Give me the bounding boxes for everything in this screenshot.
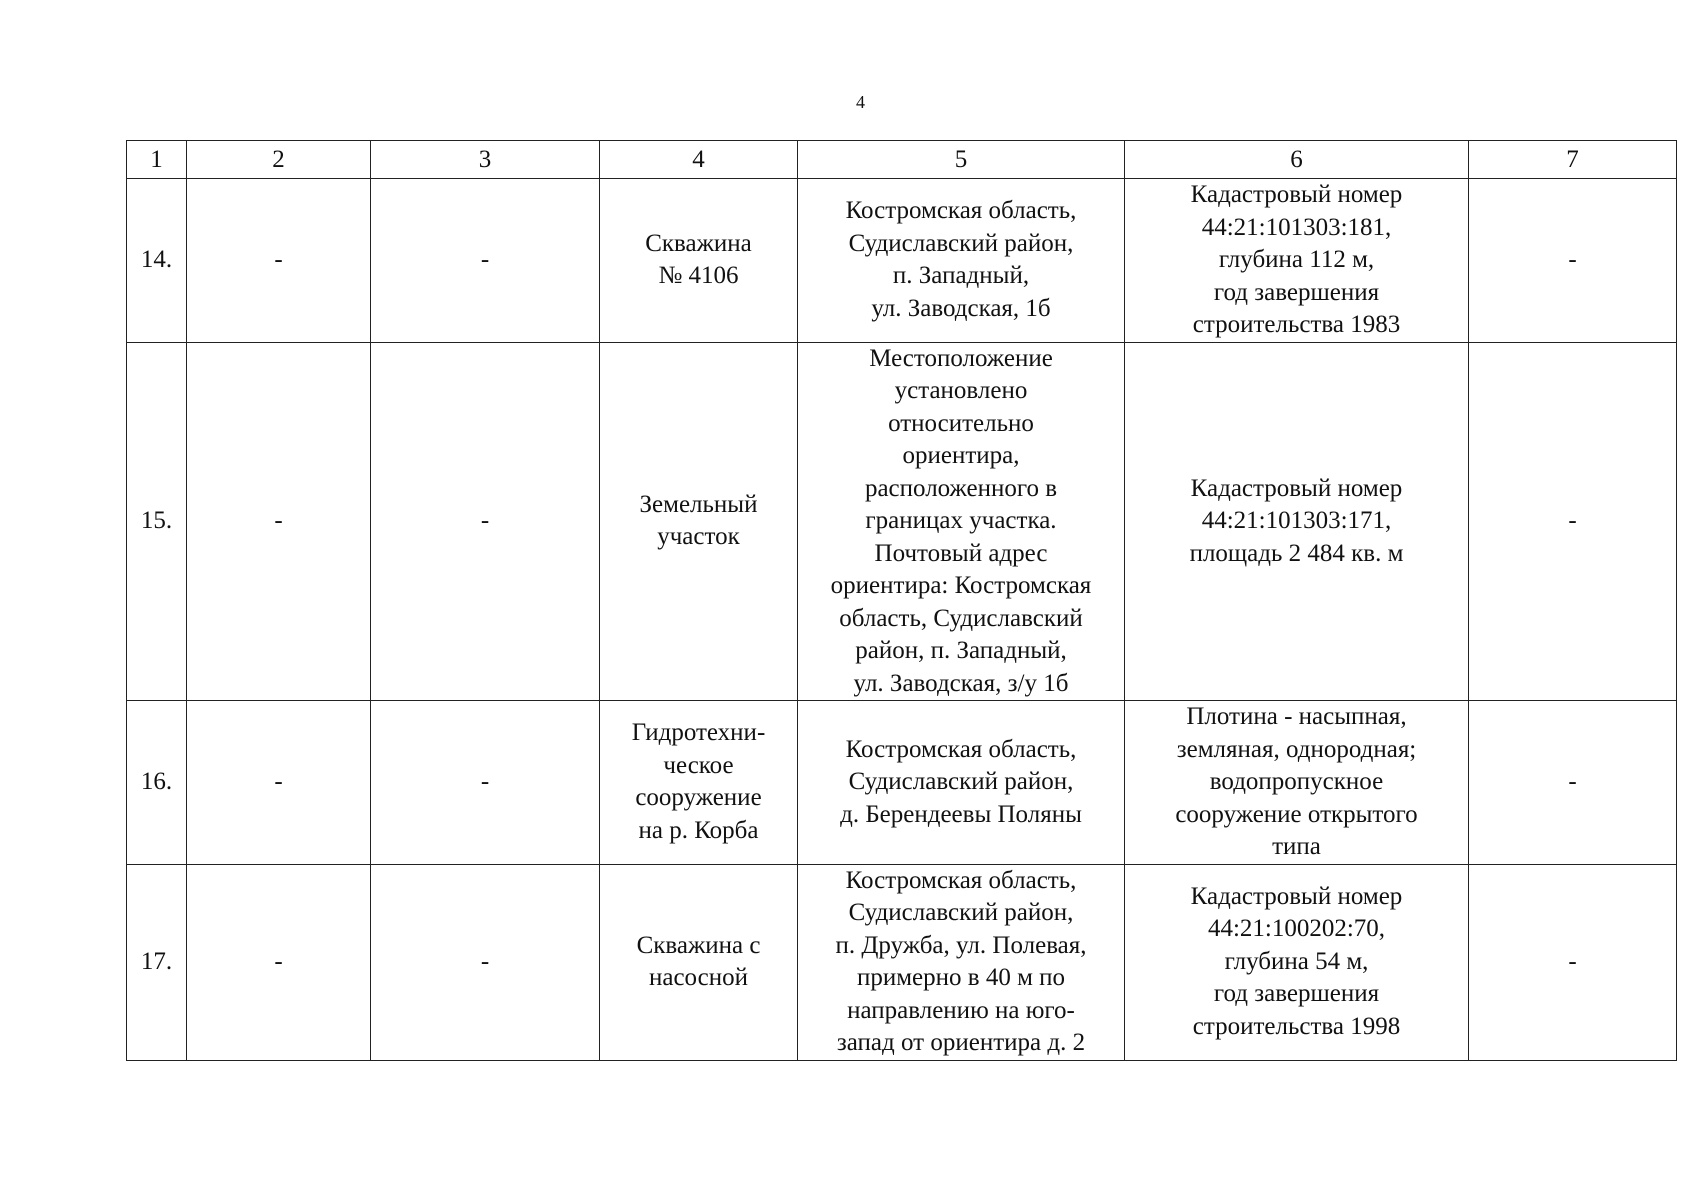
characteristics-cell: Плотина - насыпная, земляная, однородная; водопропускное сооружение открытого типа (1125, 701, 1469, 865)
address-cell: Костромская область, Судиславский район, п. Западный, ул. Заводская, 1б (798, 179, 1125, 343)
address-cell: Костромская область, Судиславский район, п. Дружба, ул. Полевая, примерно в 40 м по направлению на юго- запад от ориентира д. 2 (798, 864, 1125, 1060)
column-3-cell: - (371, 179, 600, 343)
column-2-cell: - (187, 864, 371, 1060)
column-number-header-row (127, 141, 1677, 179)
characteristics-cell: Кадастровый номер 44:21:101303:171, площадь 2 484 кв. м (1125, 342, 1469, 701)
column-3-cell: - (371, 864, 600, 1060)
column-2-cell: - (187, 179, 371, 343)
row-number-cell: 17. (127, 864, 187, 1060)
object-name-cell: Земельный участок (600, 342, 798, 701)
object-name-cell: Гидротехни- ческое сооружение на р. Корба (600, 701, 798, 865)
object-name-cell: Скважина с насосной (600, 864, 798, 1060)
page-number: 4 (856, 92, 865, 112)
table-row (127, 179, 1677, 343)
characteristics-cell: Кадастровый номер 44:21:101303:181, глубина 112 м, год завершения строительства 1983 (1125, 179, 1469, 343)
column-number-3: 3 (371, 141, 600, 179)
column-3-cell: - (371, 701, 600, 865)
table-row (127, 864, 1677, 1060)
table-row (127, 701, 1677, 865)
object-name-cell: Скважина № 4106 (600, 179, 798, 343)
column-number-7: 7 (1469, 141, 1677, 179)
column-7-cell: - (1469, 701, 1677, 865)
column-number-6: 6 (1125, 141, 1469, 179)
column-number-2: 2 (187, 141, 371, 179)
column-3-cell: - (371, 342, 600, 701)
characteristics-cell: Кадастровый номер 44:21:100202:70, глубина 54 м, год завершения строительства 1998 (1125, 864, 1469, 1060)
column-2-cell: - (187, 342, 371, 701)
address-cell: Костромская область, Судиславский район, д. Берендеевы Поляны (798, 701, 1125, 865)
column-number-1: 1 (127, 141, 187, 179)
row-number-cell: 14. (127, 179, 187, 343)
column-2-cell: - (187, 701, 371, 865)
row-number-cell: 16. (127, 701, 187, 865)
column-number-4: 4 (600, 141, 798, 179)
column-7-cell: - (1469, 864, 1677, 1060)
column-number-5: 5 (798, 141, 1125, 179)
address-cell: Местоположение установлено относительно ориентира, расположенного в границах участка. Почтовый адрес ориентира: Костромская область, Судиславский район, п. Западный, ул. Заводская, з/у 1б (798, 342, 1125, 701)
property-registry-table (126, 140, 1677, 1061)
column-7-cell: - (1469, 179, 1677, 343)
column-7-cell: - (1469, 342, 1677, 701)
table-row (127, 342, 1677, 701)
row-number-cell: 15. (127, 342, 187, 701)
